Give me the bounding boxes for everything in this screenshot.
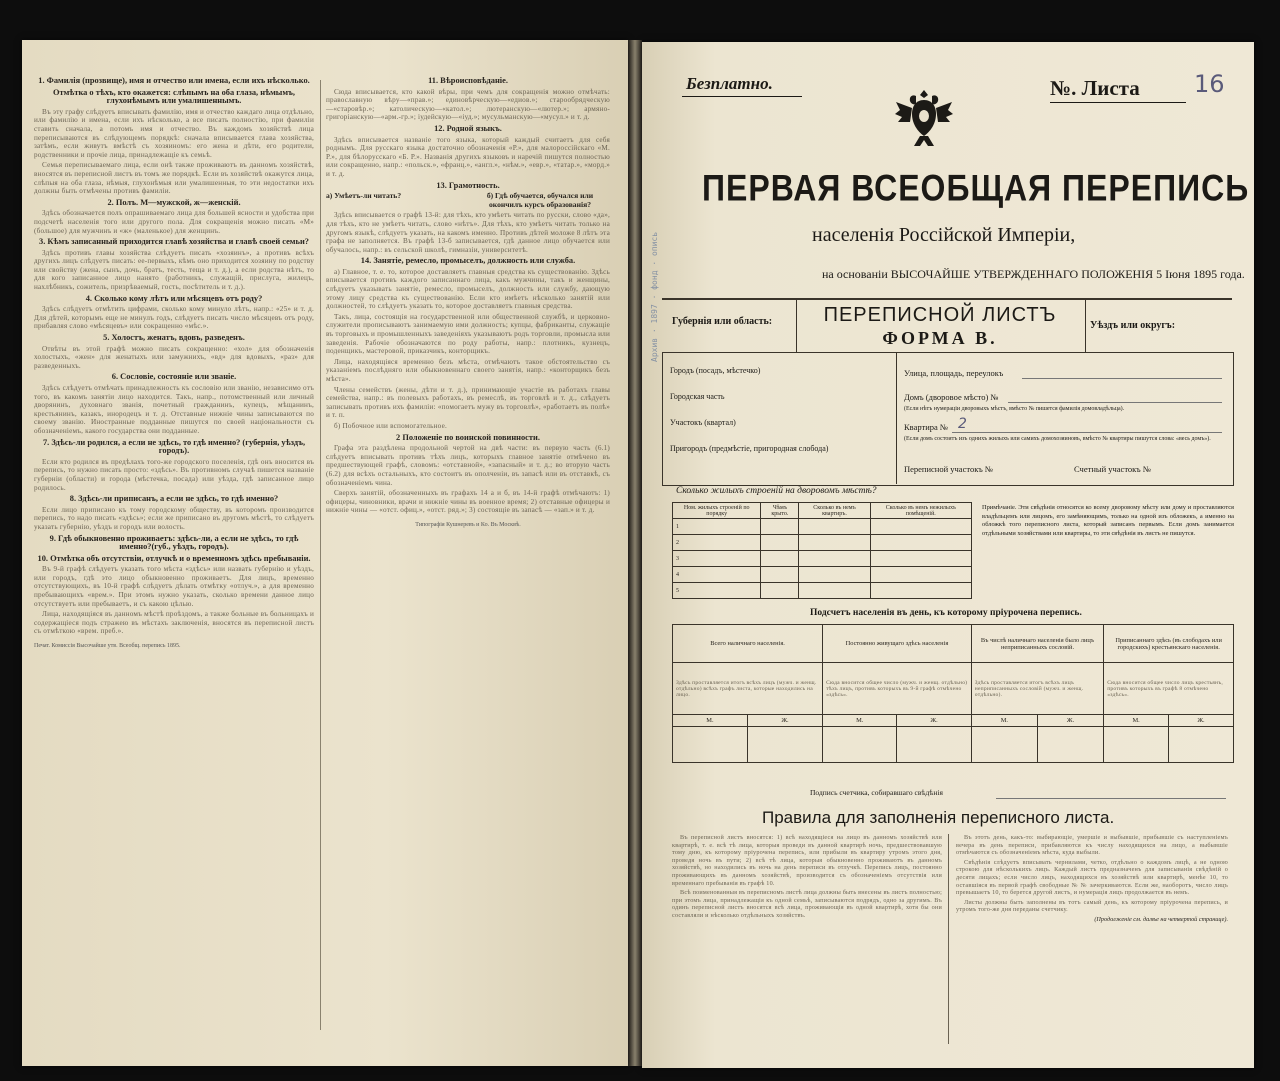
- summary-title: Подсчетъ населенія въ день, къ которому пріурочена перепись.: [810, 608, 1082, 618]
- right-column-footer: Типографія Кушнеревъ и Ко. Въ Москвѣ.: [415, 521, 521, 528]
- heading-disability: Отмѣтка о тѣхъ, кто окажется: слѣпымъ на оба глаза, нѣмымъ, глухонѣмымъ или умалишеннымъ.: [52, 87, 296, 106]
- free-label: Безплатно.: [686, 74, 773, 93]
- table-row: 2: [673, 535, 972, 551]
- street-field-line: [1022, 378, 1222, 379]
- left-column-footer: Печат. Комиссія Высочайше утв. Всеобщ. перепись 1895.: [34, 643, 181, 650]
- heading-language: 12. Родной языкъ.: [434, 123, 502, 133]
- table-row: 3: [673, 551, 972, 567]
- street-field-label: Улица, площадь, переулокъ: [904, 368, 1004, 378]
- address-divider: [896, 352, 897, 484]
- buildings-question: Сколько жилыхъ строеній на дворовомъ мѣстѣ?: [676, 486, 877, 496]
- heading-can-read: а) Умѣетъ-ли читать?: [326, 191, 402, 201]
- heading-education: б) Гдѣ обучается, обучался или окончилъ курсъ образованія?: [486, 191, 594, 209]
- left-column: 1. Фамилія (прозвище), имя и отчество или имена, если ихъ нѣсколько. Отмѣтка о тѣхъ, кто окажется: слѣпымъ на оба глаза, нѣмымъ, глухонѣмымъ или умалишеннымъ. Въ эту графу слѣдуетъ вписывать фамилію, имя и отчество каждаго лица отдѣльно, или фамилію и имена, если ихъ нѣсколько, а все писать полностію, при фамиліи ставить сначала, а потомъ имя и отчество. Въ каждомъ хозяйствѣ лица переписываются въ слѣдующемъ порядкѣ: сначала вписывается глава хозяйства, затѣмъ, если живутъ вмѣстѣ съ хозяиномъ: его жена и дѣти, его родители, родственники и прочіе лица, принадлежащіе къ семьѣ. Семья переписываемаго лица, если онѣ также проживаютъ въ данномъ хозяйствѣ, вносятся въ переписной листъ въ томъ же порядкѣ. Если въ хозяйствѣ окажутся лица, слѣпыя на оба глаза, нѣмыя, глухонѣмыя или умалишенныя, то эти недостатки ихъ должны быть отмѣчены противъ фамиліи. 2. Полъ. М—мужской, ж—женскій. Здѣсь обозначается полъ опрашиваемаго лица для большей ясности и удобства при подсчетѣ населенія того или другого пола. Для сокращенія можно писать «М» (большое) для мужчинъ и «ж» (маленькое) для женщинъ. 3. Кѣмъ записанный приходится главѣ хозяйства и главѣ своей семьи? Здѣсь противъ главы хозяйства слѣдуетъ писать «хозяинъ», а противъ всѣхъ другихъ лицъ слѣдуетъ писать: ее-первыхъ, кѣмъ оно приходится хозяину по родству или свойству (жена, сынъ, дочь, братъ, тесть, теща и т. д.), а если родства нѣтъ, то для кого записанное лицо нанято (работникъ, служащій, прислуга, жилецъ, нахлѣбникъ, сожитель, призрѣваемый, гость, посѣтитель и т. д.). 4. Сколько кому лѣтъ или мѣсяцевъ отъ роду? Здѣсь слѣдуетъ отмѣтить цифрами, сколько кому минуло лѣтъ, напр.: «25» и т. д. Для дѣтей, которымъ еще не минулъ годъ, слѣдуетъ писать число мѣсяцевъ отъ роду, прибавляя слово «мѣсяцевъ» или сокращенно «мѣс.». 5. Холостъ, женатъ, вдовъ, разведенъ. Отвѣты въ этой графѣ можно писать сокращенно: «хол» для обозначенія холостыхъ, «жен» для женатыхъ или замужнихъ, «вд» для вдовыхъ, «раз» для разведенныхъ. 6. Сословіе, состояніе или званіе. Здѣсь слѣдуетъ отмѣчать принадлежность къ сословію или званію, независимо отъ того, въ какомъ занятіи лицо находится. Такъ, напр., потомственный или личный дворянинъ, духовнаго званія, почетный гражданинъ, купецъ, мѣщанинъ, крестьянинъ, казакъ, инородецъ и т. д. Отставные нижніе чины записываются по своему званію. Иностранные подданные пишутся по своей національности съ обозначеніемъ, какого государства они подданные. 7. Здѣсь-ли родился, а если не здѣсь, то гдѣ именно? (губернія, уѣздъ, городъ). Если кто родился въ предѣлахъ того-же городского поселенія, гдѣ онъ вносится въ перепись, то нужно писать просто: «здѣсь». Въ противномъ случаѣ пишется названіе губерніи (области) и города (мѣстечка, посада) или уѣзда, гдѣ записанное лицо родилось. 8. Здѣсь-ли приписанъ, а если не здѣсь, то гдѣ именно? Если лицо приписано къ тому городскому обществу, въ которомъ производится перепись, то надо писать «здѣсь»; если же приписано въ другомъ мѣстѣ, то слѣдуетъ указать губернію, уѣздъ и городъ или волость. 9. Гдѣ обыкновенно проживаетъ: здѣсь-ли, а если не здѣсь, то гдѣ именно?(губ., уѣздъ, городъ). 10. Отмѣтка объ отсутствіи, отлучкѣ и о временномъ здѣсь пребываніи. Въ 9-й графѣ слѣдуетъ указать того мѣста «здѣсь» или назвать губернію и уѣздъ, или городъ, гдѣ это лицо обыкновенно проживаетъ. Для лицъ, временно отсутствующихъ, въ 10-й графѣ слѣдуетъ дѣлать отмѣтку «отлуч.», а для временно пребывающихъ «врем.». При этомъ нужно указать, сколько времени данное лицо отсутствуетъ или пребываетъ, и съ какою цѣлью. Лица, находящіяся въ данномъ мѣстѣ проѣздомъ, а также больные въ больницахъ и содержащіеся подъ стражею въ мѣстахъ заключенія, вносятся въ переписной листъ съ отмѣткою «врем. преб.». Печат. Комиссія Высочайше утв. Всеобщ. перепись 1895.: [34, 76, 314, 650]
- right-column: 11. Вѣроисповѣданіе. Сюда вписывается, кто какой вѣры, при чемъ для сокращенія можно отмѣчать: православную вѣру—«прав.»; единовѣрческую—«едиов.»; старообрядческую—«старовѣр.»; католическую—«катол.»; лютеранскую—«лютер.»; армяно-григоріанскую—«арм.-гр.»; іудейскую—«іуд.»; мусульманскую—«мусул.» и т. д. 12. Родной языкъ. Здѣсь вписывается названіе того языка, который каждый считаетъ для себя роднымъ. Для русскаго языка достаточно обозначенія «Р.», для малороссійскаго «М. Р.», для бѣлорусскаго «Б. Р.». Названія другихъ языковъ и наречій пишутся полностью или сокращенно, напр.: «польск.», «франц.», «англ.», «нѣм.», «евр.», «татар.», «морд.» и т. д. 13. Грамотность. а) Умѣетъ-ли читать? б) Гдѣ обучается, обучался или окончилъ курсъ образованія? Здѣсь вписывается о графѣ 13-й: для тѣхъ, кто умѣетъ читать по русски, слово «да», для тѣхъ, кто не умѣетъ читать, слово «нѣтъ». Для тѣхъ, кто умѣетъ читать только на другомъ языкѣ, слѣдуетъ указать, на какомъ именно. Противъ дѣтей моложе 8 лѣтъ эта графа не заполняется. Въ графѣ 13-б записывается, гдѣ данное лицо обучается или обучалось, напр.: въ сельской школѣ, гимназіи, университетѣ. 14. Занятіе, ремесло, промыселъ, должность или служба. а) Главное, т. е. то, которое доставляетъ главныя средства къ существованію. Здѣсь вписывается противъ каждого записаннаго лица, какъ мужчины, такъ и женщины, слѣдуетъ указывать занятіе, ремесло, промыселъ, должность или службу, дающую этому лицу средства къ существованію. Если кто имѣетъ нѣсколько занятій или должностей, то слѣдуетъ указать то, которое доставляетъ главныя средства. Такъ, лица, состоящія на государственной или общественной службѣ, и церковно-служители прописываютъ занимаемую ими должность; купцы, фабриканты, служащіе въ торговыхъ и промышленныхъ заведеніяхъ указываютъ родъ торговли, промысла или заведенія. Рабочіе обозначаются по роду работы, напр.: плотникъ, кузнецъ, поденщикъ, мастеровой, приказчикъ, конторщикъ. Лица, находящіяся временно безъ мѣста, отмѣчаютъ такое обстоятельство съ указаніемъ послѣдняго или обыкновеннаго своего занятія, напр.: «конторщикъ безъ мѣста». Члены семействъ (жены, дѣти и т. д.), принимающіе участіе въ работахъ главы семейства, напр.: въ полевыхъ работахъ, въ ремеслѣ, въ торговлѣ и т. д., слѣдуетъ записывать противъ ихъ фамиліи: «помогаетъ мужу въ торговлѣ», «работаетъ въ полѣ» и т. п. б) Побочное или вспомогательное. 2 Положеніе по воинской повинности. Графа эта раздѣлена продольной чертой на двѣ части: въ первую часть (6.1) слѣдуетъ вписывать противъ тѣхъ лицъ, которыхъ главное занятіе отмѣчено въ предшествующей графѣ, словомъ: «отставной», «запасный» и т. д.; во вторую часть (6.2) для всѣхъ остальныхъ, кто состоитъ въ ополченіи, въ запасѣ или въ отставкѣ, съ обозначеніемъ чина. Сверхъ занятій, обозначенныхъ въ графахъ 14 а и б, въ 14-й графѣ отмѣчаютъ: 1) офицеры, чиновники, врачи и нижніе чины въ военное время; 2) отставные офицеры и нижніе чины — «отст. офиц.», «отст. ряд.»; 3) состоящіе въ запасѣ — «зап.» и т. д. Типографія Кушнеревъ и Ко. Въ Москвѣ.: [326, 76, 610, 528]
- house-field-note: (Если нѣтъ нумераціи дворовыхъ мѣстъ, вмѣсто № пишется фамилія домовладѣльца).: [904, 406, 1125, 412]
- rules-column-left: Въ переписной листъ вносятся: 1) всѣ находящіеся на лицо въ данномъ хозяйствѣ или квартирѣ, т. е. всѣ тѣ лица, которыя проведи въ данной квартирѣ ночь, предшествовавшую тому дню, къ которому пріурочена перепись, или прибыли въ квартиру утромъ этого дня, проведя ночь въ пути; 2) всѣ тѣ лица, которыя обыкновенно проживаютъ въ данномъ хозяйствѣ, но находились въ ночь на день переписи въ отлучкѣ. Перепись лицъ, постоянно проживающихъ въ данномъ хозяйствѣ, производится съ обозначеніемъ отсутствія или временнаго пребыванія въ графѣ 10. Всѣ поименованныя въ переписномъ листѣ лица должны быть внесены въ листъ полностью; при этомъ лица, принадлежащія къ одной семьѣ, записываются подрядъ, одно за другимъ. Въ одинъ переписной листъ вносятся всѣ лица, проживающія въ одной квартирѣ, хотя бы они составляли и нѣсколько отдѣльныхъ хозяйствъ.: [672, 834, 942, 919]
- table-row: 5: [673, 583, 972, 599]
- buildings-col-apartments: Сколько въ немъ квартиръ.: [799, 503, 870, 519]
- heading-surname: 1. Фамилія (прозвище), имя и отчество или имена, если ихъ нѣсколько.: [38, 76, 310, 85]
- summary-male-2: М.: [823, 715, 897, 727]
- table-row: 1: [673, 519, 972, 535]
- summary-col-total: Всего наличнаго населенія.: [673, 625, 823, 663]
- population-summary-table: Всего наличнаго населенія. Постоянно живущаго здѣсь населенія Въ числѣ наличнаго населенія было лицъ неприписанныхъ сословій. Приписаннаго здѣсь (въ слободахъ или городскихъ) крестьянскаго населенія. Здѣсь проставляется итогъ всѣхъ лицъ (мужч. и женщ. отдѣльно) всѣхъ графъ листа, которые находились на лицо. Сюда вносится общее число (мужч. и женщ. отдѣльно) тѣхъ лицъ, противъ которыхъ въ 9-й графѣ отмѣчено «здѣсь». Здѣсь проставляется итогъ всѣхъ лицъ неприписанныхъ сословій (мужч. и женщ. отдѣльно). Сюда вносится общее число лицъ крестьянъ, противъ которыхъ въ графѣ 8 отмѣчено «здѣсь». М. Ж. М. Ж. М. Ж. М. Ж.: [672, 624, 1234, 763]
- summary-col-unregistered: Въ числѣ наличнаго населенія было лицъ неприписанныхъ сословій.: [971, 625, 1103, 663]
- heading-military: 2 Положеніе по воинской повинности.: [396, 432, 540, 442]
- summary-col-permanent: Постоянно живущаго здѣсь населенія: [823, 625, 972, 663]
- summary-male-4: М.: [1104, 715, 1169, 727]
- heading-registered: 8. Здѣсь-ли приписанъ, а если не здѣсь, то гдѣ именно?: [69, 494, 279, 504]
- right-page: [642, 42, 1254, 1068]
- summary-female-4: Ж.: [1168, 715, 1233, 727]
- apartment-field-line: [952, 432, 1222, 433]
- heading-absence: 10. Отмѣтка объ отсутствіи, отлучкѣ и о временномъ здѣсь пребываніи.: [37, 553, 311, 563]
- form-letter: ФОРМА В.: [882, 328, 998, 348]
- heading-relation: 3. Кѣмъ записанный приходится главѣ хозяйства и главѣ своей семьи?: [39, 237, 309, 247]
- city-part-field-label: Городская часть: [670, 392, 725, 401]
- left-page: [22, 40, 628, 1066]
- buildings-table: [672, 502, 972, 599]
- column-divider: [320, 80, 321, 1030]
- signature-line: [996, 798, 1226, 799]
- heading-estate: 6. Сословіе, состояніе или званіе.: [111, 372, 237, 382]
- sheet-number-value: 16: [1194, 70, 1225, 98]
- heading-occupation: 14. Занятіе, ремесло, промыселъ, должность или служба.: [360, 256, 576, 266]
- double-headed-eagle-icon: [894, 84, 954, 150]
- suburb-field-label: Пригородъ (предмѣстіе, пригородная слобода): [670, 444, 829, 453]
- apartment-field-value: 2: [958, 416, 967, 432]
- heading-marital: 5. Холостъ, женатъ, вдовъ, разведенъ.: [103, 333, 245, 343]
- free-label-underline: [682, 96, 802, 97]
- house-field-line: [1008, 402, 1222, 403]
- heading-literacy: 13. Грамотность.: [436, 180, 500, 190]
- table-row: 4: [673, 567, 972, 583]
- district-label: Уѣздъ или округъ:: [1090, 320, 1176, 331]
- heading-residence: 9. Гдѣ обыкновенно проживаетъ: здѣсь-ли, а если не здѣсь, то гдѣ именно?(губ., уѣздъ, городъ).: [49, 533, 299, 552]
- census-subtitle: населенія Россійской Имперіи,: [812, 224, 1076, 246]
- book-spine: [628, 40, 642, 1066]
- heading-birthplace: 7. Здѣсь-ли родился, а если не здѣсь, то гдѣ именно? (губернія, уѣздъ, городъ).: [42, 437, 306, 456]
- form-title: ПЕРЕПИСНОЙ ЛИСТЪ: [823, 304, 1057, 326]
- city-field-label: Городъ (посадъ, мѣстечко): [670, 366, 761, 375]
- heading-age: 4. Сколько кому лѣтъ или мѣсяцевъ отъ роду?: [85, 293, 263, 303]
- signature-label: Подпись счетчика, собиравшаго свѣдѣнія: [810, 788, 943, 797]
- rules-divider: [948, 834, 949, 1044]
- summary-col-peasants: Приписаннаго здѣсь (въ слободахъ или городскихъ) крестьянскаго населенія.: [1104, 625, 1234, 663]
- archive-stamp: Архив · 1897 · фонд · опись: [650, 231, 659, 362]
- rules-title: Правила для заполненія переписного листа.: [762, 808, 1115, 827]
- heading-religion: 11. Вѣроисповѣданіе.: [428, 76, 508, 85]
- buildings-col-roof: Чѣмъ крыто.: [761, 503, 799, 519]
- house-field-label: Домъ (дворовое мѣсто) №: [904, 392, 999, 402]
- summary-male-3: М.: [971, 715, 1037, 727]
- rules-column-right: Въ этотъ день, какъ-то: выбирающіе, умершіе и выбывшіе, прибывшіе съ наступленіемъ вечера въ день переписи, прибавляются къ числу находящихся на лицо, а выбывшіе отмѣчаются съ обозначеніемъ мѣста, куда выбыли. Свѣдѣнія слѣдуетъ вписывать чернилами, четко, отдѣльно о каждомъ лицѣ, а не одною строкою для нѣсколькихъ лицъ. Каждый листъ предназначенъ для записыванія свѣдѣній о десяти лицахъ; если число лицъ, находящихся въ хозяйствѣ или квартирѣ, менѣе 10, то оставшіяся въ первой графѣ свободные № № зачеркиваются. Если же, наоборотъ, число лицъ превышаетъ 10, то берется другой листъ, и нумерація лицъ продолжается въ немъ. Листы должны быть заполнены въ тотъ самый день, къ которому пріурочена перепись, и утромъ того-же дня переданы счетчику. (Продолженіе см. далѣе на четвертой странице).: [956, 834, 1228, 923]
- summary-male-1: М.: [673, 715, 748, 727]
- sheet-number-label: №. Листа: [1050, 76, 1140, 100]
- counting-district-label: Счетный участокъ №: [1074, 464, 1151, 474]
- rules-continuation: (Продолженіе см. далѣе на четвертой странице).: [1094, 915, 1228, 923]
- heading-sex: 2. Полъ. М—мужской, ж—женскій.: [107, 197, 241, 207]
- sheet-number-underline: [1050, 102, 1186, 103]
- buildings-col-number: Ном. жилыхъ строеній по порядку: [673, 503, 761, 519]
- precinct-field-label: Участокъ (квартал): [670, 418, 736, 427]
- apartment-field-label: Квартира №: [904, 422, 949, 432]
- basis-line: на основаніи ВЫСОЧАЙШЕ УТВЕРЖДЕННАГО ПОЛОЖЕНІЯ 5 Іюня 1895 года.: [822, 267, 1245, 281]
- province-label: Губернія или область:: [672, 316, 773, 327]
- summary-female-1: Ж.: [747, 715, 822, 727]
- census-district-label: Переписной участокъ №: [904, 464, 993, 474]
- buildings-note: Примѣчаніе. Эти свѣдѣнія относятся ко всему дворовому мѣсту или дому и проставляются владѣльцемъ или лицомъ, его замѣняющимъ, только на одной изъ обложекъ, а именно на обложкѣ того переписного листа, который записанъ первымъ. Если домъ занимается отдѣльными хозяйствами или квартиры, то эти свѣдѣнія въ листъ не пишутся.: [982, 504, 1234, 537]
- buildings-col-nonresidential: Сколько въ немъ нежилыхъ помѣщеній.: [870, 503, 971, 519]
- summary-female-2: Ж.: [897, 715, 971, 727]
- apartment-field-note: (Если домъ состоитъ изъ однихъ жилыхъ или самихъ домохозяиновъ, вмѣсто № квартиры пишутся слова: «весь домъ»).: [904, 436, 1211, 442]
- summary-female-3: Ж.: [1037, 715, 1103, 727]
- census-title: ПЕРВАЯ ВСЕОБЩАЯ ПЕРЕПИСЬ: [702, 167, 1250, 209]
